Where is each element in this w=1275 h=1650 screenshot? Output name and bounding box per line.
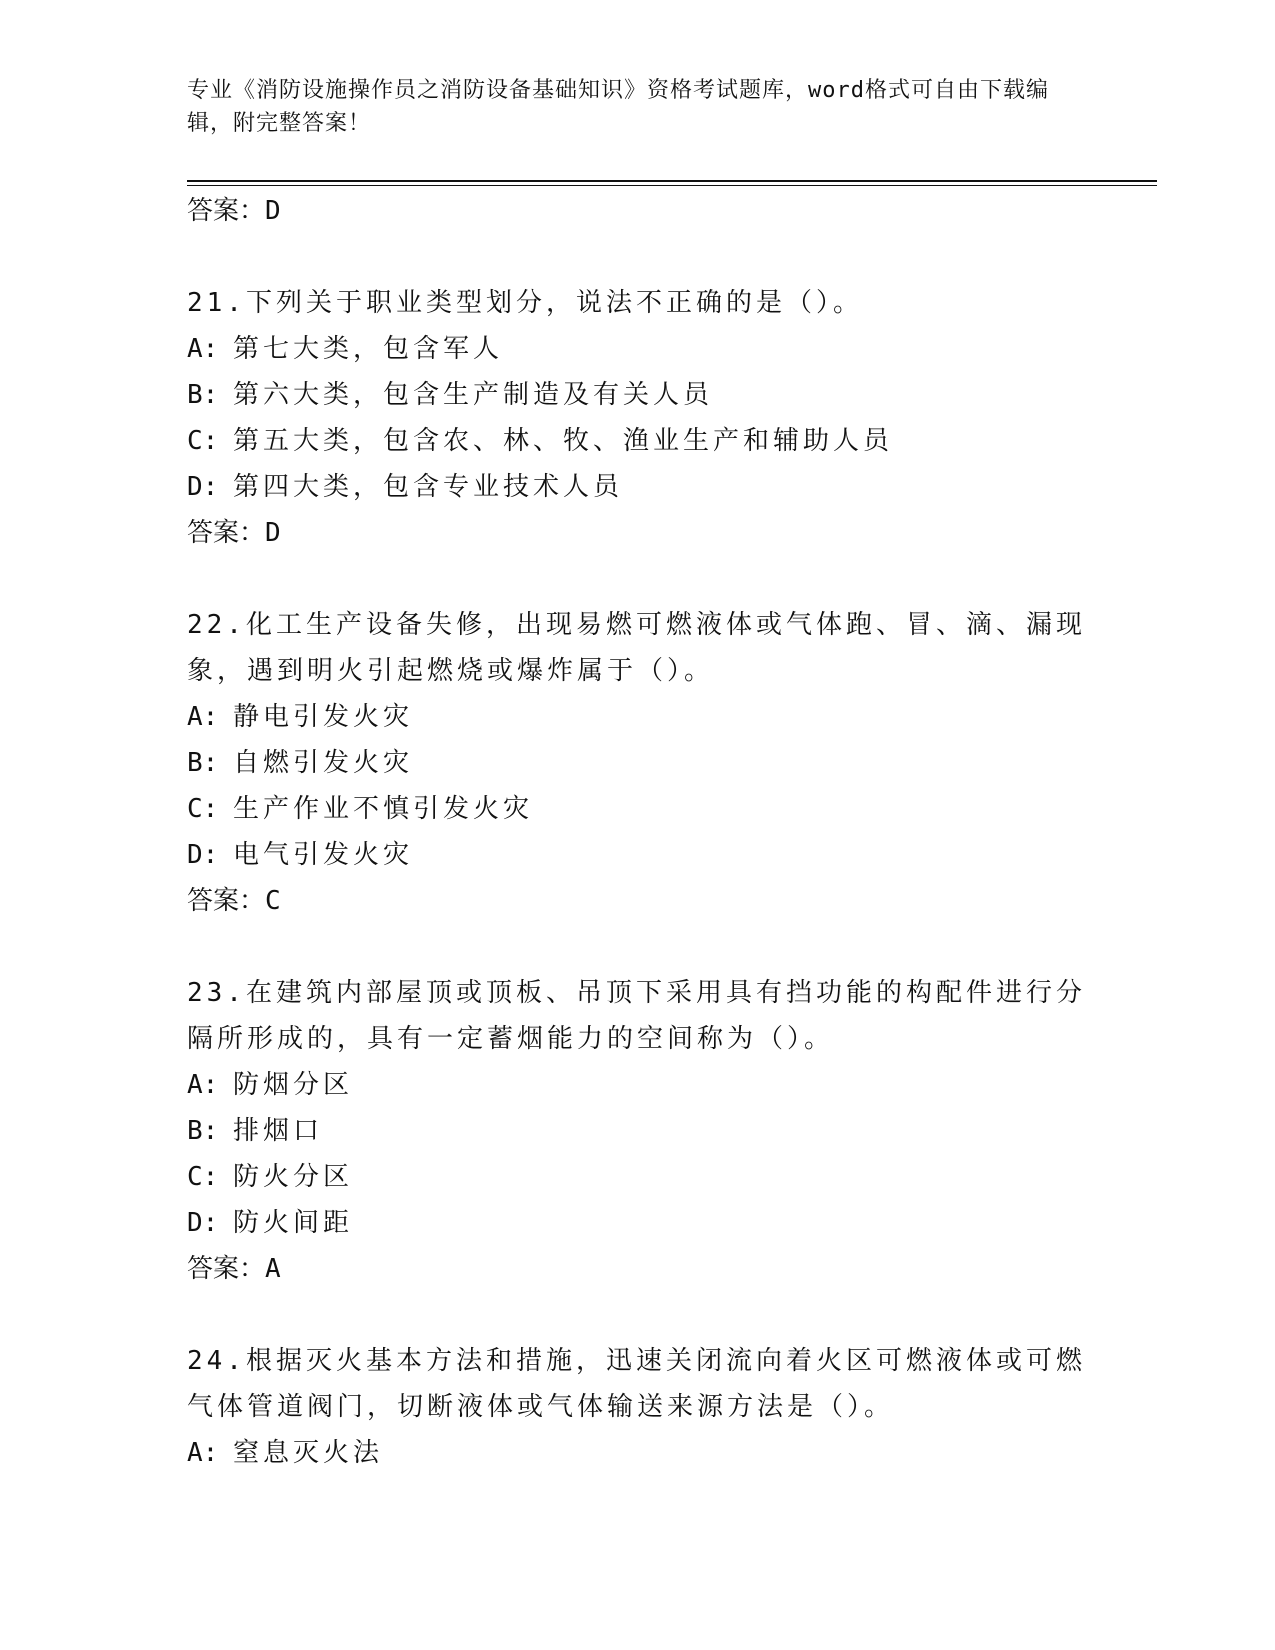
option-b	[187, 372, 1087, 418]
option-d	[187, 1200, 1087, 1246]
option-a	[187, 694, 1087, 740]
option-letter: C:	[187, 426, 219, 456]
option-text: 防烟分区	[233, 1070, 354, 1100]
option-text: 防火分区	[233, 1162, 354, 1192]
option-text: 第六大类，包含生产制造及有关人员	[233, 380, 714, 410]
answer-label: 答案：	[187, 886, 266, 916]
previous-answer	[187, 188, 1087, 234]
question-answer	[187, 1246, 1087, 1292]
option-letter: D:	[187, 1208, 219, 1238]
spacer	[187, 556, 1087, 602]
option-letter: D:	[187, 840, 219, 870]
answer-value: D	[265, 518, 281, 548]
option-text: 第五大类，包含农、林、牧、渔业生产和辅助人员	[233, 426, 894, 456]
header-divider	[187, 180, 1157, 182]
option-d	[187, 832, 1087, 878]
option-text: 电气引发火灾	[233, 840, 414, 870]
option-d	[187, 464, 1087, 510]
option-b	[187, 740, 1087, 786]
answer-label: 答案：	[187, 1254, 266, 1284]
header-divider-thin	[187, 185, 1157, 186]
option-c	[187, 1154, 1087, 1200]
option-text: 生产作业不慎引发火灾	[233, 794, 534, 824]
option-letter: A:	[187, 1070, 219, 1100]
answer-label: 答案：	[187, 196, 266, 226]
answer-value: D	[265, 196, 281, 226]
spacer	[187, 924, 1087, 970]
question-stem: 21.下列关于职业类型划分，说法不正确的是（）。	[187, 288, 863, 318]
question-stem: 23.在建筑内部屋顶或顶板、吊顶下采用具有挡功能的构配件进行分隔所形成的，具有一定蓄烟能力的空间称为（）。	[187, 978, 1086, 1054]
answer-value: A	[265, 1254, 281, 1284]
option-text: 排烟口	[233, 1116, 324, 1146]
option-c	[187, 418, 1087, 464]
option-b	[187, 1108, 1087, 1154]
answer-label: 答案：	[187, 518, 266, 548]
spacer	[187, 1292, 1087, 1338]
option-text: 窒息灭火法	[233, 1438, 384, 1468]
spacer	[187, 234, 1087, 280]
question-stem: 22.化工生产设备失修，出现易燃可燃液体或气体跑、冒、滴、漏现象，遇到明火引起燃烧或爆炸属于（）。	[187, 610, 1086, 686]
option-letter: D:	[187, 472, 219, 502]
option-letter: A:	[187, 702, 219, 732]
option-text: 静电引发火灾	[233, 702, 414, 732]
option-letter: B:	[187, 1116, 219, 1146]
question-answer	[187, 510, 1087, 556]
option-a	[187, 326, 1087, 372]
option-text: 自燃引发火灾	[233, 748, 414, 778]
option-a	[187, 1062, 1087, 1108]
question-stem: 24.根据灭火基本方法和措施，迅速关闭流向着火区可燃液体或可燃气体管道阀门，切断液体或气体输送来源方法是（）。	[187, 1346, 1086, 1422]
option-text: 第四大类，包含专业技术人员	[233, 472, 624, 502]
question-list	[187, 188, 1087, 1476]
question-answer	[187, 878, 1087, 924]
option-text: 第七大类，包含军人	[233, 334, 504, 364]
option-letter: C:	[187, 1162, 219, 1192]
option-letter: A:	[187, 334, 219, 364]
option-letter: A:	[187, 1438, 219, 1468]
option-letter: C:	[187, 794, 219, 824]
document-header: 专业《消防设施操作员之消防设备基础知识》资格考试题库，word格式可自由下载编辑，附完整答案！	[187, 78, 1049, 136]
answer-value: C	[265, 886, 281, 916]
option-letter: B:	[187, 380, 219, 410]
option-c	[187, 786, 1087, 832]
option-letter: B:	[187, 748, 219, 778]
option-a	[187, 1430, 1087, 1476]
option-text: 防火间距	[233, 1208, 354, 1238]
